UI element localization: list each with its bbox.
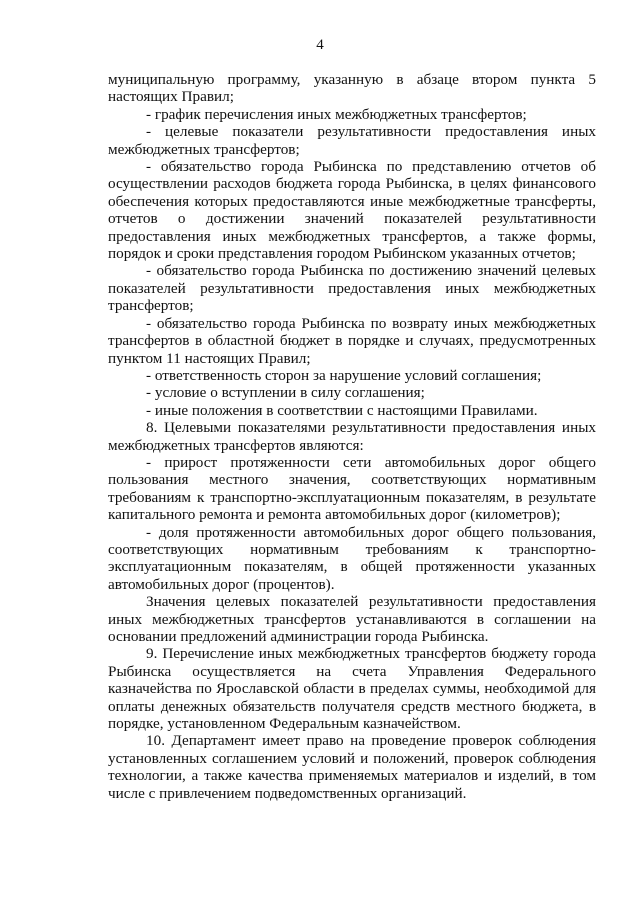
paragraph: - доля протяженности автомобильных дорог общего пользования, соответствующих нормативным требованиям к транспортно-эксплуатационным показателям, в общей протяженности указанных автомобильных дорог (процентов).	[108, 523, 596, 593]
paragraph: - обязательство города Рыбинска по достижению значений целевых показателей результативности предоставления иных межбюджетных трансфертов;	[108, 262, 596, 315]
paragraph: - график перечисления иных межбюджетных трансфертов;	[146, 105, 527, 123]
document-body	[108, 71, 596, 802]
paragraph: - условие о вступлении в силу соглашения;	[146, 384, 425, 402]
page-number: 4	[316, 37, 324, 53]
paragraph: Значения целевых показателей результативности предоставления иных межбюджетных трансфертов устанавливаются в соглашении на основании предложений администрации города Рыбинска.	[108, 593, 596, 645]
paragraph: - ответственность сторон за нарушение условий соглашения;	[146, 366, 542, 384]
paragraph: 10. Департамент имеет право на проведение проверок соблюдения установленных соглашением условий и положений, проверок соблюдения технологии, а также качества применяемых материалов и изделий, в том числе с привлечением подведомственных организаций.	[108, 732, 596, 802]
paragraph: 8. Целевыми показателями результативности предоставления иных межбюджетных трансфертов являются:	[108, 419, 596, 454]
paragraph: - обязательство города Рыбинска по возврату иных межбюджетных трансфертов в областной бюджет в порядке и случаях, предусмотренных пунктом 11 настоящих Правил;	[108, 314, 596, 367]
paragraph: 9. Перечисление иных межбюджетных трансфертов бюджету города Рыбинска осуществляется на счета Управления Федерального казначейства по Ярославской области в пределах суммы, необходимой для оплаты денежных обязательств получателя средств местного бюджета, в порядке, установленном Федеральным казначейством.	[108, 645, 596, 733]
paragraph: муниципальную программу, указанную в абзаце втором пункта 5 настоящих Правил;	[108, 71, 596, 106]
paragraph: - прирост протяженности сети автомобильных дорог общего пользования местного значения, соответствующих нормативным требованиям к транспортно-эксплуатационным показателям, в результате капитального ремонта и ремонта автомобильных дорог (километров);	[108, 453, 596, 524]
paragraph: - целевые показатели результативности предоставления иных межбюджетных трансфертов;	[108, 123, 596, 158]
paragraph: - обязательство города Рыбинска по представлению отчетов об осуществлении расходов бюджета города Рыбинска, в целях финансового обеспечения которых предоставляются иные межбюджетные трансферты, отчетов о достижении значений показателей результативности предоставления иных межбюджетных трансфертов, а также формы, порядок и сроки представления городом Рыбинском указанных отчетов;	[108, 158, 596, 263]
paragraph: - иные положения в соответствии с настоящими Правилами.	[146, 401, 538, 419]
